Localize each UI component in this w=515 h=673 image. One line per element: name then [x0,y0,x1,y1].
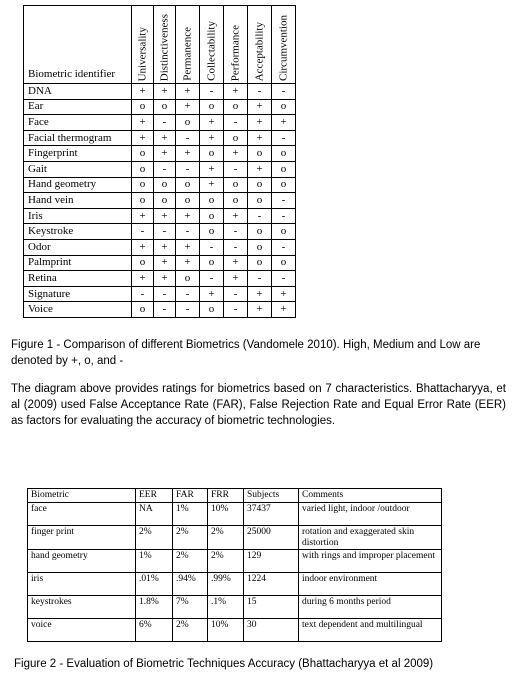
rating-cell: o [224,193,248,209]
rating-cell: + [224,146,248,162]
table2-row [28,573,442,596]
rating-cell: o [176,177,200,193]
rating-cell: + [176,255,200,271]
table2-header-cell: FAR [173,489,208,503]
table2-cell: face [28,503,136,526]
rating-cell: - [154,286,176,302]
table2-header-cell: FRR [208,489,244,503]
rating-cell: + [200,161,224,177]
rating-cell: + [176,239,200,255]
biometric-name: Hand vein [24,193,132,209]
rating-cell: - [224,302,248,318]
table2-cell: 2% [173,550,208,573]
table1-row [24,239,296,255]
table2-cell: varied light, indoor /outdoor [299,503,442,526]
table1-row [24,286,296,302]
rating-cell: + [176,146,200,162]
rating-cell: + [154,146,176,162]
figure1-caption: Figure 1 - Comparison of different Biometrics (Vandomele 2010). High, Medium and Low are denoted by +, o, and - [11,339,481,367]
rating-cell: + [224,271,248,287]
table2-header-cell: Comments [299,489,442,503]
table2-cell: 2% [136,526,173,550]
biometric-name: Face [24,115,132,131]
rating-cell: o [132,177,154,193]
body-paragraph: The diagram above provides ratings for biometrics based on 7 characteristics. Bhattacharyya, et al (2009) used False Acceptance Rate (FAR), False Rejection Rate and Equal Error Rate (EER) as factors for evaluating the accuracy of biometric technologies. [11,383,506,427]
rating-cell: + [132,130,154,146]
rating-cell: o [176,193,200,209]
table2-cell: 2% [208,550,244,573]
rating-cell: - [200,84,224,100]
rating-cell: - [200,271,224,287]
rating-cell: + [248,130,272,146]
rating-cell: + [272,115,296,131]
table1-column-header: Permanence [176,6,200,84]
table1-column-header: Universality [132,6,154,84]
rating-cell: o [272,255,296,271]
table2-cell: text dependent and multilingual [299,619,442,642]
rating-cell: o [132,255,154,271]
table2-cell: 1.8% [136,596,173,619]
table2-cell: 1% [136,550,173,573]
rating-cell: + [248,99,272,115]
table1-column-header: Acceptability [248,6,272,84]
rating-cell: + [200,115,224,131]
rating-cell: - [154,161,176,177]
rating-cell: - [154,224,176,240]
rating-cell: + [132,208,154,224]
table1-row [24,255,296,271]
rating-cell: o [200,193,224,209]
biometric-accuracy-table [27,488,442,642]
rating-cell: o [200,99,224,115]
rating-cell: o [176,115,200,131]
table1-column-header: Performance [224,6,248,84]
rating-cell: - [272,271,296,287]
biometric-comparison-table [23,5,296,318]
table1-column-header: Circumvention [272,6,296,84]
rating-cell: o [272,146,296,162]
table1-column-header: Collectability [200,6,224,84]
table2-row [28,596,442,619]
table2-cell: 129 [244,550,299,573]
table2-cell: iris [28,573,136,596]
table2-row [28,619,442,642]
biometric-name: Hand geometry [24,177,132,193]
table2-header-cell: Biometric [28,489,136,503]
rating-cell: - [272,84,296,100]
rating-cell: + [248,161,272,177]
table2-row [28,503,442,526]
rating-cell: + [176,208,200,224]
rating-cell: + [154,271,176,287]
rating-cell: o [154,177,176,193]
table2-header-row [28,489,442,503]
table1-row [24,224,296,240]
rating-cell: + [200,130,224,146]
rating-cell: + [132,239,154,255]
biometric-name: Facial thermogram [24,130,132,146]
rating-cell: o [200,302,224,318]
rating-cell: - [248,84,272,100]
table2-cell: 2% [173,526,208,550]
rating-cell: - [272,239,296,255]
rating-cell: o [224,99,248,115]
biometric-name: Keystroke [24,224,132,240]
rating-cell: o [200,224,224,240]
rating-cell: o [272,224,296,240]
rating-cell: o [224,177,248,193]
rating-cell: + [132,271,154,287]
rating-cell: - [272,193,296,209]
rating-cell: - [224,161,248,177]
rating-cell: - [132,224,154,240]
table2-cell: 6% [136,619,173,642]
rating-cell: - [176,130,200,146]
table2-cell: 10% [208,619,244,642]
table2-cell: 2% [208,526,244,550]
table2-cell: NA [136,503,173,526]
table1-row [24,193,296,209]
table2-cell: 1% [173,503,208,526]
table1-row [24,115,296,131]
rating-cell: + [248,286,272,302]
rating-cell: + [200,177,224,193]
rating-cell: - [132,286,154,302]
rating-cell: o [132,146,154,162]
biometric-name: Palmprint [24,255,132,271]
rating-cell: - [224,286,248,302]
table1-row [24,146,296,162]
rating-cell: - [224,239,248,255]
biometric-name: Fingerprint [24,146,132,162]
table2-cell: .94% [173,573,208,596]
table2-cell: finger print [28,526,136,550]
table2-cell: hand geometry [28,550,136,573]
table1-row [24,302,296,318]
rating-cell: - [176,286,200,302]
rating-cell: o [200,208,224,224]
rating-cell: o [248,146,272,162]
table2-cell: 37437 [244,503,299,526]
rating-cell: - [176,302,200,318]
biometric-name: Iris [24,208,132,224]
table2-cell: 30 [244,619,299,642]
table2-cell: 10% [208,503,244,526]
table2-header-cell: Subjects [244,489,299,503]
rating-cell: - [248,208,272,224]
table2-cell: 25000 [244,526,299,550]
biometric-name: Ear [24,99,132,115]
table1-row [24,84,296,100]
table2-cell: with rings and improper placement [299,550,442,573]
rating-cell: - [154,115,176,131]
rating-cell: o [248,193,272,209]
table1-row [24,130,296,146]
biometric-name: Retina [24,271,132,287]
table1-column-header: Distinctiveness [154,6,176,84]
rating-cell: o [248,224,272,240]
biometric-name: DNA [24,84,132,100]
rating-cell: o [200,146,224,162]
table1-row [24,99,296,115]
rating-cell: o [154,193,176,209]
rating-cell: o [132,193,154,209]
rating-cell: o [272,99,296,115]
rating-cell: o [248,255,272,271]
table1-row [24,177,296,193]
rating-cell: + [200,286,224,302]
rating-cell: - [176,224,200,240]
rating-cell: o [272,161,296,177]
rating-cell: + [176,84,200,100]
rating-cell: o [248,239,272,255]
table1-row [24,161,296,177]
biometric-name: Voice [24,302,132,318]
rating-cell: - [272,130,296,146]
rating-cell: - [176,161,200,177]
rating-cell: o [132,302,154,318]
rating-cell: o [132,99,154,115]
table1-row [24,271,296,287]
figure2-caption: Figure 2 - Evaluation of Biometric Techniques Accuracy (Bhattacharyya et al 2009) [14,658,434,670]
biometric-name: Gait [24,161,132,177]
rating-cell: + [272,302,296,318]
rating-cell: o [200,255,224,271]
table2-cell: .01% [136,573,173,596]
table2-cell: during 6 months period [299,596,442,619]
table2-row [28,526,442,550]
rating-cell: + [154,255,176,271]
rating-cell: - [154,302,176,318]
rating-cell: + [272,286,296,302]
rating-cell: + [248,115,272,131]
table2-cell: 7% [173,596,208,619]
table2-row [28,550,442,573]
rating-cell: - [272,208,296,224]
table2-cell: .99% [208,573,244,596]
table2-header-cell: EER [136,489,173,503]
rating-cell: + [224,255,248,271]
biometric-name: Odor [24,239,132,255]
rating-cell: - [248,271,272,287]
rating-cell: + [132,84,154,100]
rating-cell: - [224,224,248,240]
rating-cell: - [224,115,248,131]
table2-cell: 1224 [244,573,299,596]
table2-cell: keystrokes [28,596,136,619]
rating-cell: o [132,161,154,177]
rating-cell: - [200,239,224,255]
rating-cell: + [224,208,248,224]
rating-cell: + [154,84,176,100]
rating-cell: o [154,99,176,115]
rating-cell: o [248,177,272,193]
table2-cell: indoor environment [299,573,442,596]
rating-cell: + [224,84,248,100]
rating-cell: + [154,239,176,255]
table2-cell: voice [28,619,136,642]
rating-cell: + [154,130,176,146]
rating-cell: + [132,115,154,131]
table1-row [24,208,296,224]
rating-cell: o [224,130,248,146]
table2-cell: .1% [208,596,244,619]
table1-header-row [24,6,296,84]
rating-cell: o [272,177,296,193]
rating-cell: o [176,271,200,287]
table2-cell: 15 [244,596,299,619]
biometric-name: Signature [24,286,132,302]
rating-cell: + [248,302,272,318]
rating-cell: + [154,208,176,224]
table2-cell: 2% [173,619,208,642]
table2-cell: rotation and exaggerated skin distortion [299,526,442,550]
rating-cell: + [176,99,200,115]
table1-corner-label: Biometric identifier [24,6,132,84]
